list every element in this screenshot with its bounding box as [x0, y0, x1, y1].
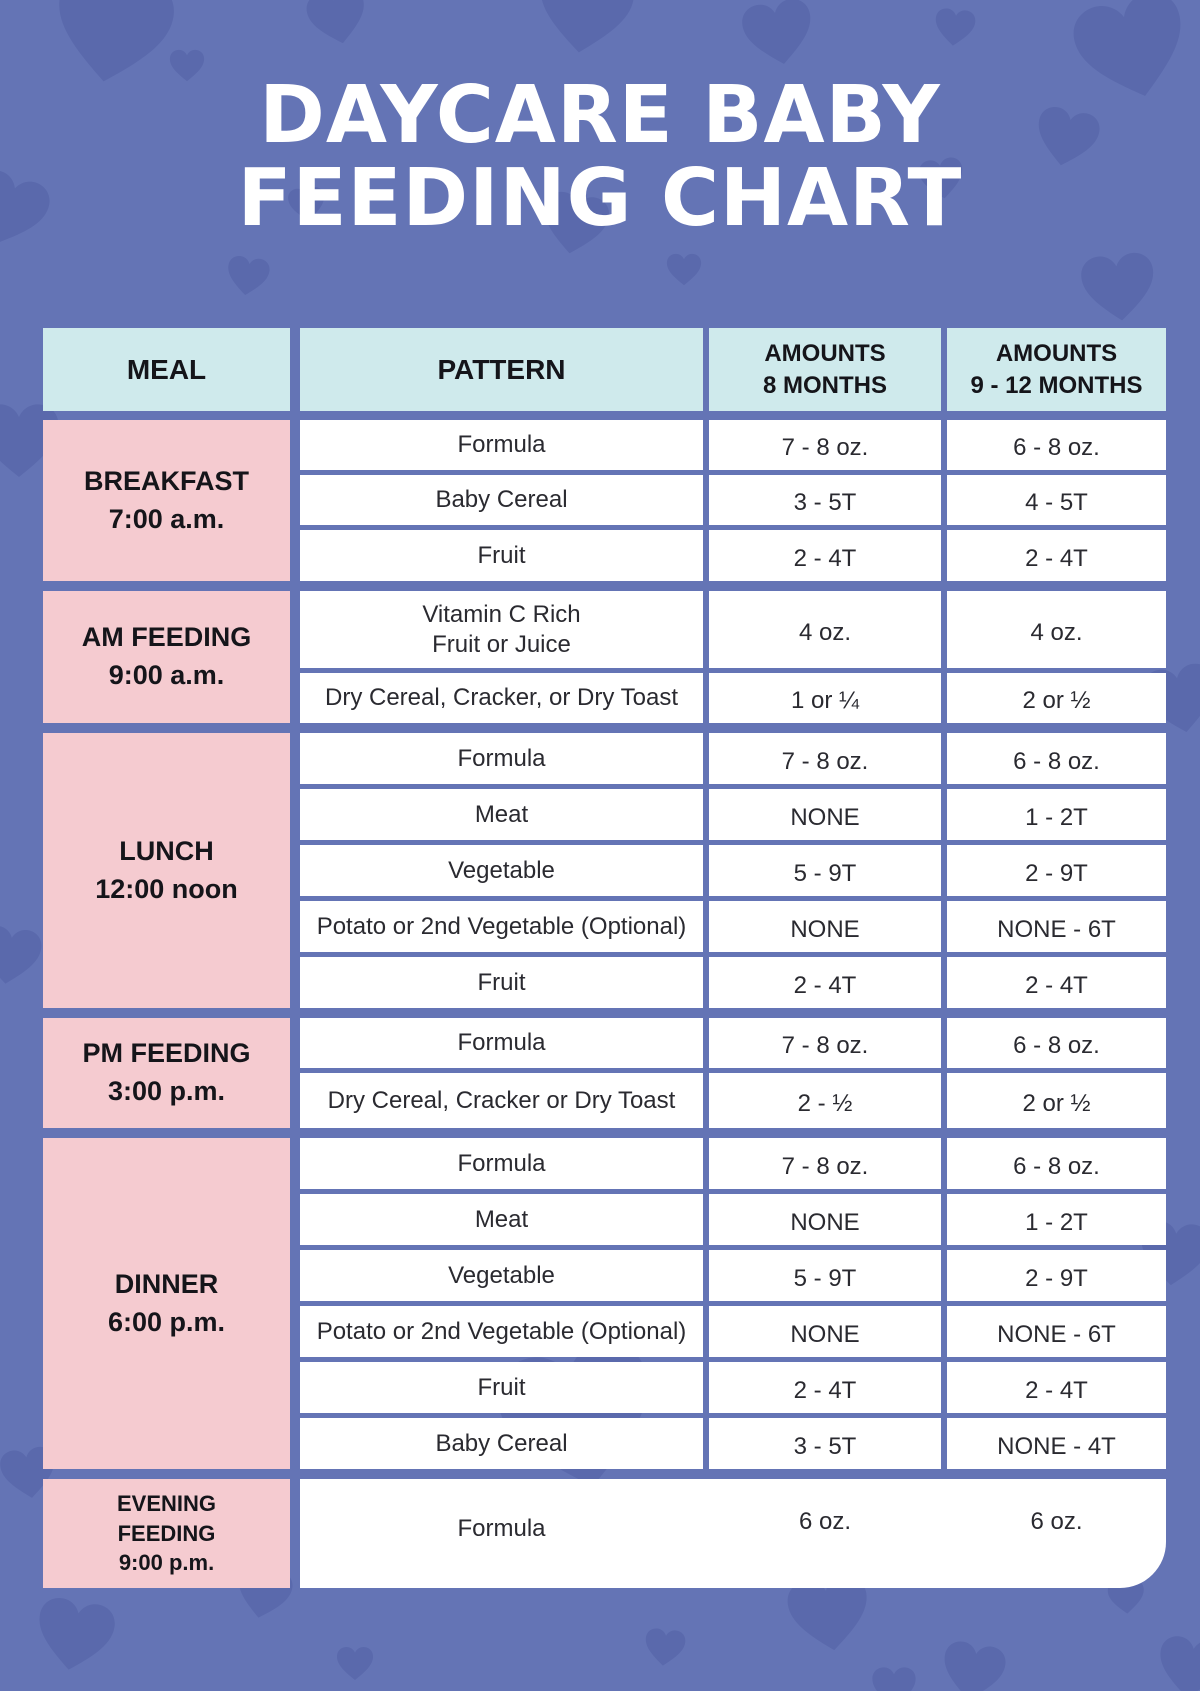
meal-name: AM FEEDING — [81, 622, 252, 653]
page-title-line1: DAYCARE BABY — [259, 69, 941, 161]
meal-time: 9:00 p.m. — [118, 1550, 215, 1576]
amount-9-12-months-cell: NONE - 6T — [947, 1306, 1166, 1357]
table-row — [300, 1250, 1166, 1301]
header-amounts-8-months-line1: AMOUNTS — [764, 340, 886, 368]
amount-8-months-cell: 2 - 4T — [709, 530, 941, 581]
pattern-cell — [300, 1194, 703, 1245]
table-row — [300, 1138, 1166, 1189]
amount-8-months-cell: 3 - 5T — [709, 1418, 941, 1469]
amount-8-months-cell: 3 - 5T — [709, 475, 941, 525]
meal-section-breakfast — [43, 420, 1166, 581]
heart-icon — [667, 254, 701, 285]
amount-9-12-months-cell: 2 - 9T — [947, 1250, 1166, 1301]
meal-cell-pm-feeding — [43, 1018, 290, 1128]
pattern-cell — [300, 591, 703, 668]
meal-name: PM FEEDING — [82, 1038, 251, 1069]
pattern-text: Dry Cereal, Cracker, or Dry Toast — [325, 684, 678, 712]
pattern-cell — [300, 789, 703, 840]
heart-icon — [0, 924, 43, 988]
pattern-cell — [300, 673, 703, 723]
meal-section-evening-feeding — [43, 1479, 1166, 1588]
amount-8-months-cell: NONE — [709, 901, 941, 952]
amount-9-12-months-cell: 2 or ½ — [947, 673, 1166, 723]
pattern-cell — [300, 733, 703, 784]
amount-9-12-months-cell: 2 or ½ — [947, 1073, 1166, 1128]
meal-time: 7:00 a.m. — [108, 503, 225, 534]
meal-time: 12:00 noon — [95, 873, 238, 904]
header-amounts-9-12-months-line2: 9 - 12 MONTHS — [970, 371, 1143, 399]
pattern-cell — [300, 420, 703, 470]
table-row — [300, 845, 1166, 896]
amount-8-months-cell: 5 - 9T — [709, 1250, 941, 1301]
amount-9-12-months-cell: 2 - 9T — [947, 845, 1166, 896]
table-row — [300, 1018, 1166, 1068]
pattern-text: Potato or 2nd Vegetable (Optional) — [316, 912, 687, 940]
table-row — [300, 420, 1166, 470]
header-amounts-8-months — [709, 328, 941, 411]
table-header-row — [43, 328, 1166, 411]
meal-cell-lunch — [43, 733, 290, 1008]
section-rows — [300, 591, 1166, 723]
amount-8-months-cell: 6 oz. — [798, 1507, 852, 1535]
meal-cell-evening-feeding — [43, 1479, 290, 1588]
meal-section-pm-feeding — [43, 1018, 1166, 1128]
pattern-text: Potato or 2nd Vegetable (Optional) — [316, 1317, 687, 1345]
pattern-text: Baby Cereal — [435, 1429, 568, 1457]
pattern-text: Vitamin C Rich — [422, 601, 581, 629]
amount-9-12-months-cell: 2 - 4T — [947, 1362, 1166, 1413]
amount-8-months-cell: 1 or ¼ — [709, 673, 941, 723]
heart-icon — [643, 1627, 686, 1667]
amount-9-12-months-cell: 1 - 2T — [947, 789, 1166, 840]
pattern-text: Formula — [457, 1029, 546, 1057]
table-row — [300, 1306, 1166, 1357]
meal-cell-dinner — [43, 1138, 290, 1469]
table-row — [300, 1194, 1166, 1245]
pattern-text-line2: Fruit or Juice — [432, 630, 571, 658]
meal-section-am-feeding — [43, 591, 1166, 723]
pattern-cell — [300, 1250, 703, 1301]
table-row — [300, 1418, 1166, 1469]
heart-icon — [337, 1647, 373, 1680]
pattern-text: Formula — [457, 744, 546, 772]
pattern-text: Meat — [474, 800, 529, 828]
pattern-cell — [300, 1418, 703, 1469]
meal-name: EVENING — [116, 1490, 217, 1516]
table-row — [300, 530, 1166, 581]
amount-8-months-cell: 2 - ½ — [709, 1073, 941, 1128]
amount-9-12-months-cell: 4 oz. — [947, 591, 1166, 668]
table-row — [300, 789, 1166, 840]
amount-8-months-cell: NONE — [709, 1306, 941, 1357]
amount-9-12-months-cell: NONE - 6T — [947, 901, 1166, 952]
pattern-cell — [300, 1362, 703, 1413]
meal-name-line2: FEEDING — [117, 1520, 216, 1546]
table-row — [300, 591, 1166, 668]
pattern-cell — [300, 1479, 703, 1588]
pattern-text: Formula — [457, 1514, 546, 1542]
amount-9-12-months-cell: NONE - 4T — [947, 1418, 1166, 1469]
heart-icon — [532, 0, 637, 59]
amount-9-12-months-cell: 1 - 2T — [947, 1194, 1166, 1245]
pattern-cell — [300, 845, 703, 896]
meal-cell-am-feeding — [43, 591, 290, 723]
header-amounts-8-months-line2: 8 MONTHS — [762, 371, 887, 399]
table-row — [300, 673, 1166, 723]
section-rows — [300, 1479, 1166, 1588]
amount-8-months-cell: NONE — [709, 1194, 941, 1245]
heart-icon — [938, 1639, 1008, 1691]
table-row — [300, 1479, 1166, 1588]
pattern-cell — [300, 1138, 703, 1189]
heart-icon — [872, 1667, 915, 1691]
amount-8-months-cell: 7 - 8 oz. — [709, 1138, 941, 1189]
table-row — [300, 1362, 1166, 1413]
amount-8-months-cell: NONE — [709, 789, 941, 840]
table-row — [300, 475, 1166, 525]
pattern-cell — [300, 957, 703, 1008]
amount-8-months-cell: 7 - 8 oz. — [709, 733, 941, 784]
meal-section-dinner — [43, 1138, 1166, 1469]
amount-8-months-cell: 5 - 9T — [709, 845, 941, 896]
pattern-cell — [300, 1018, 703, 1068]
meal-name: DINNER — [114, 1268, 219, 1299]
heart-icon — [304, 0, 371, 49]
table-row — [300, 1073, 1166, 1128]
heart-icon — [31, 1595, 117, 1676]
section-rows — [300, 733, 1166, 1008]
section-rows — [300, 420, 1166, 581]
amount-8-months-cell: 7 - 8 oz. — [709, 1018, 941, 1068]
heart-icon — [1155, 1634, 1200, 1691]
pattern-text: Dry Cereal, Cracker or Dry Toast — [327, 1086, 676, 1114]
pattern-text: Fruit — [477, 1373, 526, 1401]
heart-icon — [1079, 251, 1158, 324]
pattern-cell — [300, 530, 703, 581]
header-meal: MEAL — [43, 328, 290, 411]
heart-icon — [933, 7, 976, 47]
table-row — [300, 733, 1166, 784]
pattern-text: Vegetable — [448, 856, 555, 884]
amount-9-12-months-cell: 6 - 8 oz. — [947, 1138, 1166, 1189]
pattern-cell — [300, 1073, 703, 1128]
section-rows — [300, 1018, 1166, 1128]
amount-8-months-cell: 7 - 8 oz. — [709, 420, 941, 470]
amount-9-12-months-cell: 6 - 8 oz. — [947, 1018, 1166, 1068]
heart-icon — [739, 0, 817, 70]
table-row — [300, 957, 1166, 1008]
amount-9-12-months-cell: 2 - 4T — [947, 957, 1166, 1008]
header-amounts-9-12-months-line1: AMOUNTS — [995, 340, 1118, 368]
pattern-cell — [300, 475, 703, 525]
meal-time: 3:00 p.m. — [107, 1076, 226, 1106]
page-title — [0, 69, 1200, 244]
pattern-cell — [300, 1306, 703, 1357]
meal-cell-breakfast — [43, 420, 290, 581]
pattern-text: Meat — [474, 1205, 529, 1233]
pattern-text: Formula — [457, 1149, 546, 1177]
meal-name: BREAKFAST — [83, 465, 249, 496]
pattern-cell — [300, 901, 703, 952]
meal-name: LUNCH — [119, 835, 214, 866]
pattern-text: Fruit — [477, 968, 526, 996]
header-pattern: PATTERN — [300, 328, 703, 411]
table-row — [300, 901, 1166, 952]
meal-section-lunch — [43, 733, 1166, 1008]
heart-icon — [225, 255, 271, 298]
pattern-text: Vegetable — [448, 1261, 555, 1289]
section-rows — [300, 1138, 1166, 1469]
amount-9-12-months-cell: 4 - 5T — [947, 475, 1166, 525]
amount-9-12-months-cell: 6 oz. — [1030, 1507, 1083, 1535]
amount-8-months-cell: 4 oz. — [709, 591, 941, 668]
header-amounts-9-12-months — [947, 328, 1166, 411]
meal-time: 6:00 p.m. — [107, 1306, 226, 1337]
amount-9-12-months-cell: 6 - 8 oz. — [947, 420, 1166, 470]
meal-time: 9:00 a.m. — [108, 660, 225, 690]
page-title-line2: FEEDING CHART — [237, 151, 963, 244]
amount-9-12-months-cell: 2 - 4T — [947, 530, 1166, 581]
amount-8-months-cell: 2 - 4T — [709, 957, 941, 1008]
feeding-chart-table — [43, 328, 1166, 1588]
pattern-text: Baby Cereal — [435, 486, 568, 514]
pattern-text: Fruit — [477, 541, 526, 569]
amount-8-months-cell: 2 - 4T — [709, 1362, 941, 1413]
amount-9-12-months-cell: 6 - 8 oz. — [947, 733, 1166, 784]
pattern-text: Formula — [457, 431, 546, 459]
